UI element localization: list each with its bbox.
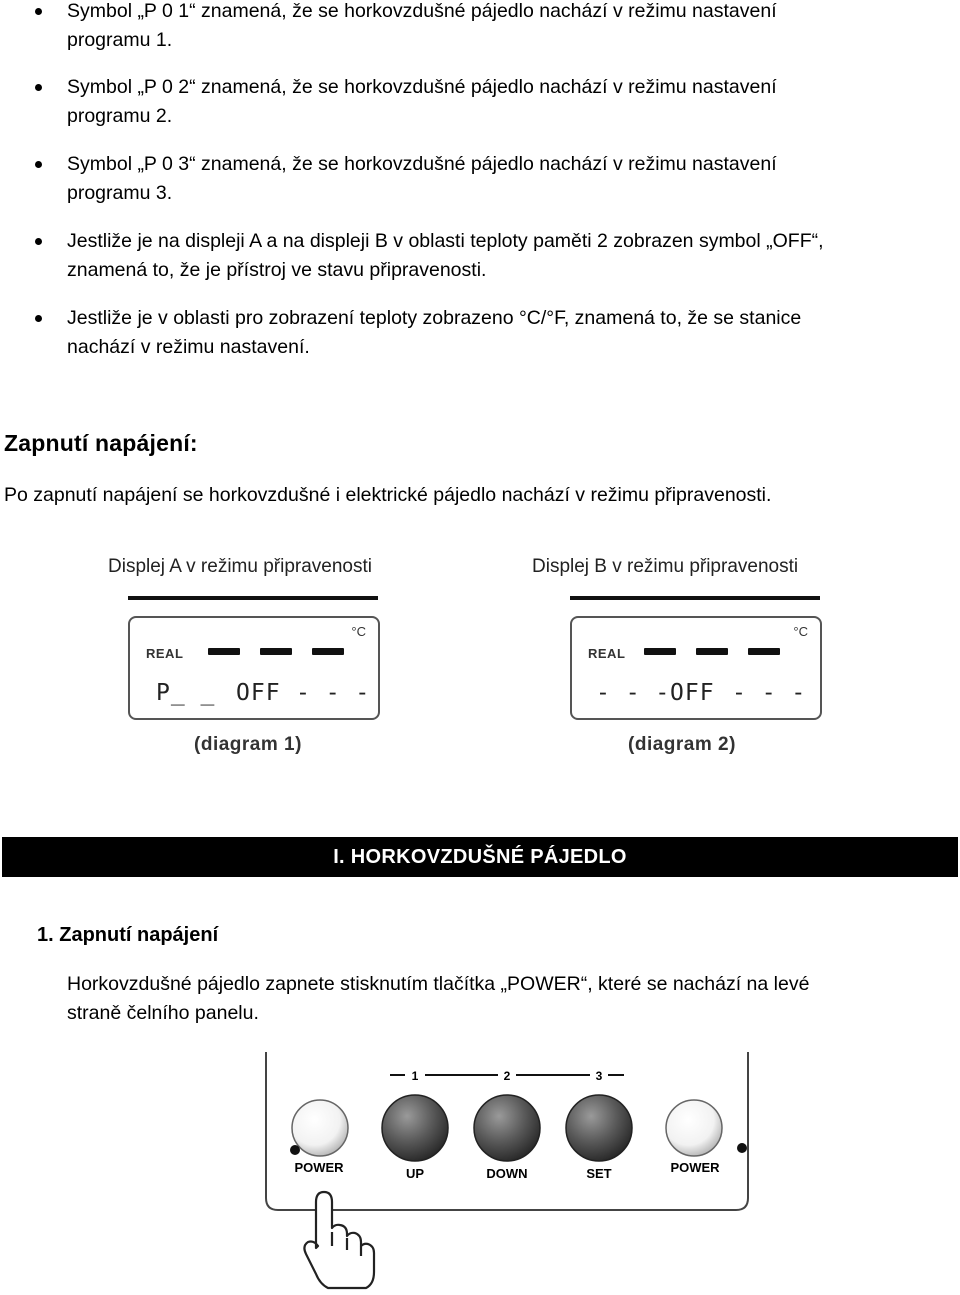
- step-paragraph-line: Horkovzdušné pájedlo zapnete stisknutím tlačítka „POWER“, které se nachází na levé: [67, 973, 810, 995]
- bullet-dot: [35, 8, 42, 15]
- power-button-left[interactable]: [292, 1100, 348, 1156]
- lcd-screen: [570, 616, 822, 720]
- diagram-label: (diagram 2): [628, 734, 736, 755]
- program-readout: P_ _: [156, 680, 216, 706]
- diagram-label: (diagram 1): [194, 734, 302, 755]
- set-button[interactable]: [566, 1095, 632, 1161]
- temp-readout: - - -: [296, 680, 371, 706]
- real-label: REAL: [588, 646, 626, 661]
- segment-dash: [312, 648, 344, 655]
- button-number: 2: [503, 1069, 511, 1083]
- step-paragraph: [67, 970, 927, 1028]
- up-button-label: UP: [405, 1166, 425, 1181]
- list-item: [67, 150, 937, 208]
- temp-readout: - - -: [732, 680, 807, 706]
- front-panel-svg: [262, 1050, 752, 1290]
- bullet-dot: [35, 161, 42, 168]
- power-led-left: [290, 1145, 300, 1155]
- list-item-line: programu 2.: [67, 105, 173, 127]
- section-heading: Zapnutí napájení:: [4, 430, 198, 456]
- display-caption: Displej B v režimu připravenosti: [532, 556, 799, 577]
- list-item-line: programu 1.: [67, 29, 173, 51]
- power-button-right[interactable]: [666, 1100, 722, 1156]
- segment-dash: [260, 648, 292, 655]
- unit-label: °C: [793, 624, 808, 639]
- front-panel-illustration: [262, 1050, 752, 1290]
- power-button-label: POWER: [294, 1160, 344, 1175]
- bullet-dot: [35, 238, 42, 245]
- off-readout: OFF: [236, 680, 281, 706]
- step-paragraph-line: straně čelního panelu.: [67, 1002, 259, 1024]
- power-button-label: POWER: [670, 1160, 720, 1175]
- display-caption: Displej A v režimu připravenosti: [108, 556, 372, 577]
- segment-dash: [696, 648, 728, 655]
- list-item: [67, 0, 937, 55]
- list-item-line: znamená to, že je přístroj ve stavu připravenosti.: [67, 259, 487, 281]
- program-readout: - - -: [596, 680, 671, 706]
- list-item-line: Jestliže je na displeji A a na displeji B v oblasti teploty paměti 2 zobrazen symbol „OFF“,: [67, 230, 824, 252]
- display-divider: [128, 596, 378, 600]
- list-item-line: nachází v režimu nastavení.: [67, 336, 310, 358]
- list-item: [67, 73, 937, 131]
- section-paragraph: Po zapnutí napájení se horkovzdušné i elektrické pájedlo nachází v režimu připravenosti.: [4, 484, 772, 506]
- down-button[interactable]: [474, 1095, 540, 1161]
- unit-label: °C: [351, 624, 366, 639]
- set-button-label: SET: [586, 1166, 612, 1181]
- lcd-screen: [128, 616, 380, 720]
- button-number: 1: [411, 1069, 419, 1083]
- off-readout: OFF: [670, 680, 715, 706]
- list-item: [67, 304, 937, 362]
- real-label: REAL: [146, 646, 184, 661]
- up-button[interactable]: [382, 1095, 448, 1161]
- power-led-right: [737, 1143, 747, 1153]
- list-item-line: programu 3.: [67, 182, 173, 204]
- chapter-banner: I. HORKOVZDUŠNÉ PÁJEDLO: [2, 837, 958, 877]
- list-item-line: Symbol „P 0 1“ znamená, že se horkovzdušné pájedlo nachází v režimu nastavení: [67, 0, 777, 22]
- list-item-line: Symbol „P 0 2“ znamená, že se horkovzdušné pájedlo nachází v režimu nastavení: [67, 76, 777, 98]
- pointing-hand-icon: [304, 1192, 374, 1288]
- segment-dash: [208, 648, 240, 655]
- list-item-line: Symbol „P 0 3“ znamená, že se horkovzdušné pájedlo nachází v režimu nastavení: [67, 153, 777, 175]
- down-button-label: DOWN: [486, 1166, 528, 1181]
- bullet-dot: [35, 84, 42, 91]
- list-item-line: Jestliže je v oblasti pro zobrazení teploty zobrazeno °C/°F, znamená to, že se stanice: [67, 307, 802, 329]
- segment-dash: [748, 648, 780, 655]
- display-divider: [570, 596, 820, 600]
- bullet-dot: [35, 315, 42, 322]
- list-item: [67, 227, 937, 285]
- step-heading: 1. Zapnutí napájení: [37, 924, 219, 946]
- segment-dash: [644, 648, 676, 655]
- button-number: 3: [595, 1069, 603, 1083]
